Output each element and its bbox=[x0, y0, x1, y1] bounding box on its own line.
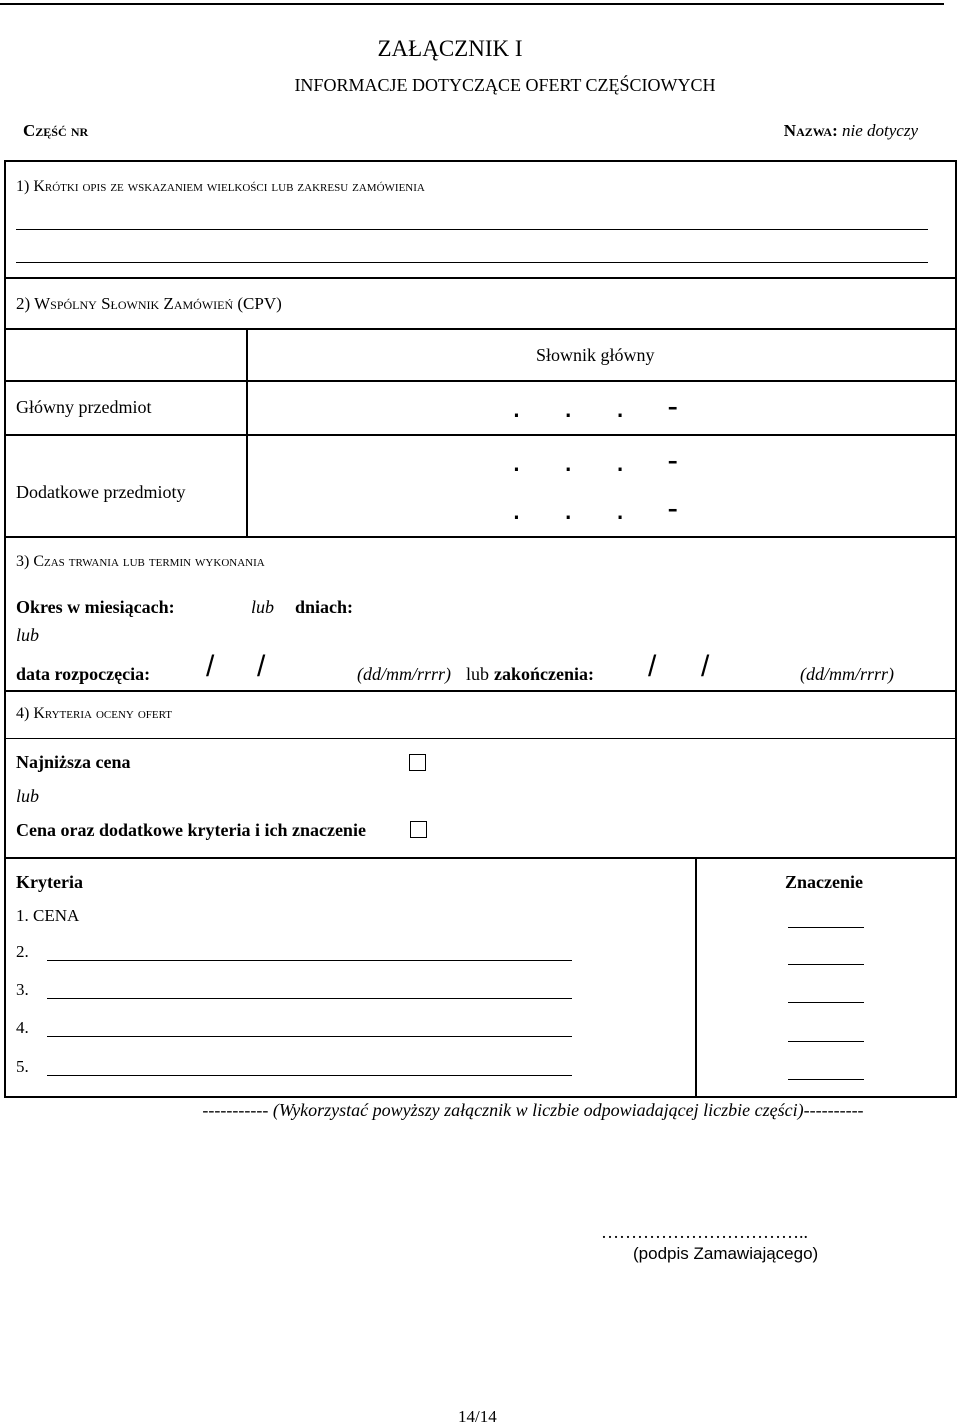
top-border bbox=[0, 3, 944, 5]
frame-left bbox=[4, 160, 6, 1097]
part-number-label: Część nr bbox=[23, 121, 89, 140]
cpv-table-top bbox=[4, 328, 957, 330]
criterion-2: 2. bbox=[16, 942, 29, 961]
weight-4-line bbox=[788, 1041, 864, 1042]
days-label: dniach: bbox=[295, 597, 354, 617]
criterion-4: 4. bbox=[16, 1018, 29, 1037]
months-label: Okres w miesiącach: bbox=[16, 597, 175, 617]
section1-title: 1) Krótki opis ze wskazaniem wielkości lub zakresu zamówienia bbox=[16, 178, 425, 195]
criterion-2-line bbox=[47, 960, 572, 961]
end-date-slash-1: / bbox=[648, 650, 657, 683]
weight-3-line bbox=[788, 1002, 864, 1003]
price-and-criteria-label: Cena oraz dodatkowe kryteria i ich znaczenie bbox=[16, 820, 366, 840]
part-name-label: Nazwa: bbox=[783, 121, 838, 140]
weight-5-line bbox=[788, 1079, 864, 1080]
start-date-slash-2: / bbox=[257, 650, 266, 683]
cpv-table-divider bbox=[246, 328, 248, 536]
weight-2-line bbox=[788, 964, 864, 965]
or-label-2: lub bbox=[16, 625, 40, 645]
criteria-header: Kryteria bbox=[16, 872, 83, 892]
or-label-1: lub bbox=[251, 597, 275, 617]
end-date-format: (dd/mm/rrrr) bbox=[800, 664, 895, 684]
cpv-additional-code-1: . . . - bbox=[512, 442, 695, 478]
cpv-additional-code-2: . . . - bbox=[512, 490, 695, 526]
description-line-1 bbox=[16, 229, 928, 230]
price-and-criteria-checkbox[interactable] bbox=[410, 821, 427, 838]
usage-note-suffix: ---------- bbox=[803, 1100, 864, 1120]
frame-right bbox=[955, 160, 957, 1097]
criterion-3: 3. bbox=[16, 980, 29, 999]
document-title: ZAŁĄCZNIK I bbox=[377, 36, 523, 61]
cpv-additional-label: Dodatkowe przedmioty bbox=[16, 482, 186, 502]
criterion-1: 1. CENA bbox=[16, 906, 80, 925]
part-name bbox=[784, 121, 918, 141]
part-name-value: nie dotyczy bbox=[842, 121, 918, 140]
criterion-5-line bbox=[47, 1075, 572, 1076]
end-date-label: zakończenia: bbox=[494, 664, 594, 684]
section3-title: 3) Czas trwania lub termin wykonania bbox=[16, 553, 265, 570]
signature-label: (podpis Zamawiającego) bbox=[633, 1244, 819, 1263]
or-label-4: lub bbox=[16, 786, 40, 806]
description-line-2 bbox=[16, 262, 928, 263]
start-date-label: data rozpoczęcia: bbox=[16, 664, 151, 684]
section4-top-border bbox=[4, 690, 957, 692]
start-date-format: (dd/mm/rrrr) bbox=[357, 664, 452, 684]
cpv-dictionary-header: Słownik główny bbox=[536, 345, 655, 365]
frame-top bbox=[4, 160, 957, 162]
usage-note-text: (Wykorzystać powyższy załącznik w liczbie odpowiadającej liczbie części) bbox=[272, 1100, 804, 1120]
page-number: 14/14 bbox=[458, 1407, 497, 1426]
criteria-options-top bbox=[4, 738, 957, 739]
criterion-5: 5. bbox=[16, 1057, 29, 1076]
document-subtitle: INFORMACJE DOTYCZĄCE OFERT CZĘŚCIOWYCH bbox=[294, 75, 716, 95]
section2-top-border bbox=[4, 277, 957, 279]
start-date-slash-1: / bbox=[206, 650, 215, 683]
section3-top-border bbox=[4, 536, 957, 538]
end-date-slash-2: / bbox=[701, 650, 710, 683]
section4-title: 4) Kryteria oceny ofert bbox=[16, 705, 173, 722]
lowest-price-label: Najniższa cena bbox=[16, 752, 131, 772]
cpv-row-separator bbox=[4, 434, 957, 436]
signature-line: …………………………….. bbox=[601, 1222, 808, 1242]
criterion-3-line bbox=[47, 998, 572, 999]
lowest-price-checkbox[interactable] bbox=[409, 754, 426, 771]
weight-1-line bbox=[788, 927, 864, 928]
cpv-header-separator bbox=[4, 380, 957, 382]
usage-note-prefix: ----------- bbox=[202, 1100, 269, 1120]
frame-bottom bbox=[4, 1096, 957, 1098]
usage-note bbox=[0, 1100, 960, 1121]
cpv-main-code: . . . - bbox=[512, 388, 695, 424]
cpv-main-label: Główny przedmiot bbox=[16, 397, 152, 417]
section2-title: 2) Wspólny Słownik Zamówień (CPV) bbox=[16, 294, 282, 313]
criteria-table-divider bbox=[695, 857, 697, 1097]
weight-header: Znaczenie bbox=[785, 872, 863, 892]
or-label-3: lub bbox=[466, 664, 490, 684]
criteria-table-top bbox=[4, 857, 957, 859]
criterion-4-line bbox=[47, 1036, 572, 1037]
